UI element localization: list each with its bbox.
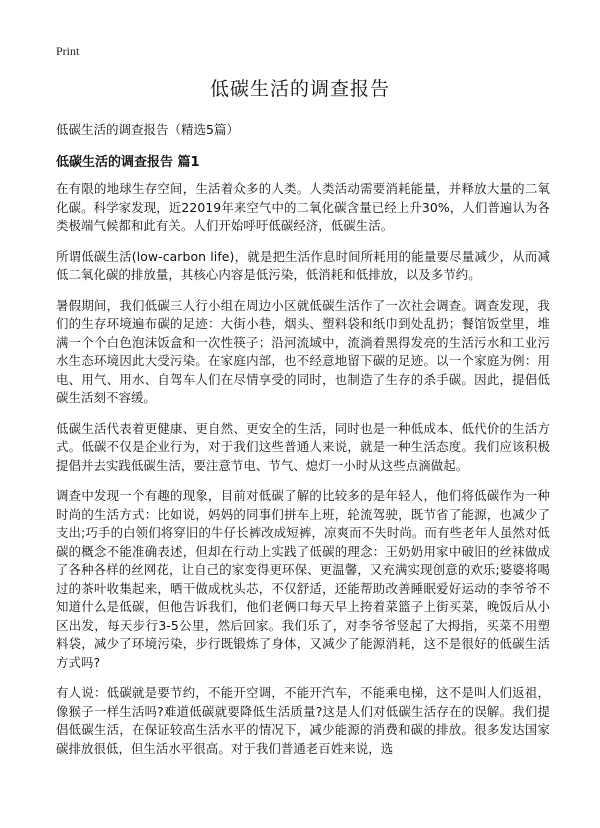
document-body: [56, 180, 550, 770]
paragraph: 在有限的地球生存空间，生活着众多的人类。人类活动需要消耗能量，并释放大量的二氧化碳。科学家发现，近22019年来空气中的二氧化碳含量已经上升30%，人们普遍认为各类极端气候都和此有关。人们开始呼吁低碳经济，低碳生活。: [56, 181, 550, 233]
page-title: 低碳生活的调查报告: [209, 78, 390, 100]
document-subtitle: 低碳生活的调查报告（精选5篇）: [56, 122, 239, 137]
paragraph: 所谓低碳生活(low-carbon life)，就是把生活作息时间所耗用的能量要尽量减少，从而减低二氧化碳的排放量，其核心内容是低污染，低消耗和低排放，以及多节约。: [56, 248, 550, 282]
paragraph: 有人说：低碳就是要节约，不能开空调，不能开汽车，不能乘电梯，这不是叫人们返祖，像猴子一样生活吗?难道低碳就要降低生活质量?这是人们对低碳生活存在的误解。我们提倡低碳生活，在保证较高生活水平的情况下，减少能源的消费和碳的排放。很多发达国家碳排放很低，但生活水平很高。对于我们普通老百姓来说，选: [56, 685, 550, 756]
paragraph: 低碳生活代表着更健康、更自然、更安全的生活，同时也是一种低成本、低代价的生活方式。低碳不仅是企业行为，对于我们这些普通人来说，就是一种生活态度。我们应该积极提倡并去实践低碳生活，要注意节电、节气、熄灯一小时从这些点滴做起。: [56, 420, 550, 473]
paragraph: 调查中发现一个有趣的现象，目前对低碳了解的比较多的是年轻人，他们将低碳作为一种时尚的生活方式：比如说，妈妈的同事们拼车上班，轮流驾驶，既节省了能源，也减少了支出;巧手的白领们将穿旧的牛仔长裤改成短裤，凉爽而不失时尚。而有些老年人虽然对低碳的概念不能准确表述，但却在行动上实践了低碳的理念：王奶奶用家中破旧的丝袜做成了各种各样的丝网花，让自己的家变得更环保、更温馨，又充满实现创意的欢乐;婆婆将喝过的茶叶收集起来，晒干做成枕头芯，不仅舒适，还能帮助改善睡眠爱好运动的李爷爷不知道什么是低碳，但他告诉我们，他们老俩口每天早上挎着菜篮子上街买菜，晚饭后从小区出发，每天步行3-5公里，然后回家。我们乐了，对李爷爷竖起了大拇指，买菜不用塑料袋，减少了环境污染，步行既锻炼了身体，又减少了能源消耗，这不是很好的低碳生活方式吗?: [56, 488, 550, 670]
section-heading: 低碳生活的调查报告 篇1: [56, 155, 200, 170]
print-link[interactable]: Print: [56, 44, 80, 58]
paragraph: 暑假期间，我们低碳三人行小组在周边小区就低碳生活作了一次社会调查。调查发现，我们的生存环境遍布碳的足迹：大街小巷，烟头、塑料袋和纸巾到处乱扔；餐馆饭堂里，堆满一个个白色泡沫饭盒和一次性筷子；沿河流域中，流淌着黑得发亮的生活污水和工业污水生态环境因此大受污染。在家庭内部，也不经意地留下碳的足迹。以一个家庭为例：用电、用气、用水、自驾车人们在尽情享受的同时，也制造了生存的杀手碳。因此，提倡低碳生活刻不容缓。: [56, 297, 550, 405]
